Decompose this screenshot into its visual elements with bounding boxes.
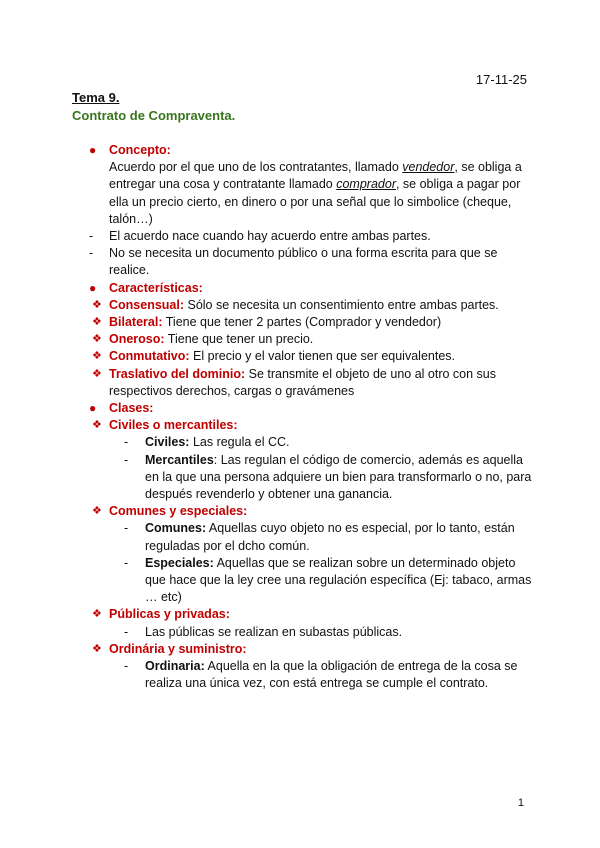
list-item: ❖ Oneroso: Tiene que tener un precio. xyxy=(72,331,532,348)
list-item: ❖ Conmutativo: El precio y el valor tienen que ser equivalentes. xyxy=(72,348,532,365)
bullet-dot-icon: ● xyxy=(89,143,97,157)
diamond-bullet-icon: ❖ xyxy=(92,419,102,432)
page-subtitle: Contrato de Compraventa. xyxy=(72,108,236,123)
dash-icon: - xyxy=(124,624,129,639)
list-item: ❖ Traslativo del dominio: Se transmite el objeto de uno al otro con sus respectivos derechos, cargas o gravámenes xyxy=(92,366,496,398)
diamond-bullet-icon: ❖ xyxy=(92,642,102,655)
list-item: ❖ Consensual: Sólo se necesita un consentimiento entre ambas partes. xyxy=(72,297,532,314)
diamond-bullet-icon: ❖ xyxy=(92,316,102,329)
concepto-paragraph: Acuerdo por el que uno de los contratantes, llamado vendedor, se obliga a entregar una cosa y contratante llamado comprador, se obliga a pagar por ella un precio cierto, en dinero o por una señal que lo simbolice (cheque, talón…) xyxy=(109,160,522,226)
subsection-heading: ❖ Civiles o mercantiles: xyxy=(72,417,532,434)
list-item: - Las públicas se realizan en subastas públicas. xyxy=(72,624,532,641)
subsection-heading: ❖ Ordinária y suministro: xyxy=(72,641,532,658)
bullet-dot-icon: ● xyxy=(89,280,97,295)
dash-icon: - xyxy=(124,435,129,450)
page-number: 1 xyxy=(517,797,524,809)
subsection-heading: ❖ Públicas y privadas: xyxy=(72,606,532,623)
section-heading: Concepto: xyxy=(109,143,171,157)
dash-icon: - xyxy=(89,246,94,261)
diamond-bullet-icon: ❖ xyxy=(92,367,102,380)
list-item: - Comunes: Aquellas cuyo objeto no es especial, por lo tanto, están reguladas por el dcho común. xyxy=(124,521,515,553)
term-vendedor: vendedor xyxy=(402,160,455,175)
list-item: - Ordinaria: Aquella en la que la obligación de entrega de la cosa se realiza una única vez, con está entrega se cumple el contrato. xyxy=(124,659,518,691)
diamond-bullet-icon: ❖ xyxy=(92,608,102,621)
notes-body xyxy=(72,142,532,693)
section-heading: Clases: xyxy=(109,401,154,416)
section-clases xyxy=(72,400,532,417)
section-concepto xyxy=(72,142,532,228)
term-comprador: comprador xyxy=(336,177,396,192)
bullet-dot-icon: ● xyxy=(89,401,97,416)
document-date: 17-11-25 xyxy=(475,72,527,87)
diamond-bullet-icon: ❖ xyxy=(92,333,102,346)
dash-icon: - xyxy=(124,555,129,570)
diamond-bullet-icon: ❖ xyxy=(92,350,102,363)
dash-icon: - xyxy=(89,229,94,244)
subsection-heading: ❖ Comunes y especiales: xyxy=(72,503,532,520)
diamond-bullet-icon: ❖ xyxy=(92,298,102,311)
list-item: - El acuerdo nace cuando hay acuerdo entre ambas partes. xyxy=(72,228,532,245)
section-caracteristicas xyxy=(72,280,532,297)
dash-icon: - xyxy=(124,452,129,467)
list-item: - Especiales: Aquellas que se realizan sobre un determinado objeto que hace que la ley cree una regulación específica (Ej: tabaco, armas … etc) xyxy=(124,555,532,605)
list-item: - No se necesita un documento público o una forma escrita para que se realice. xyxy=(89,246,498,278)
list-item: - Civiles: Las regula el CC. xyxy=(72,434,532,451)
section-heading: Características: xyxy=(109,280,203,295)
list-item: - Mercantiles: Las regulan el código de comercio, además es aquella en la que una persona adquiere un bien para transformarlo o no, para después revenderlo y obtener una ganancia. xyxy=(124,452,532,502)
list-item: ❖ Bilateral: Tiene que tener 2 partes (Comprador y vendedor) xyxy=(72,314,532,331)
dash-icon: - xyxy=(124,659,129,674)
page-title: Tema 9. xyxy=(72,90,120,105)
dash-icon: - xyxy=(124,521,129,536)
diamond-bullet-icon: ❖ xyxy=(92,505,102,518)
